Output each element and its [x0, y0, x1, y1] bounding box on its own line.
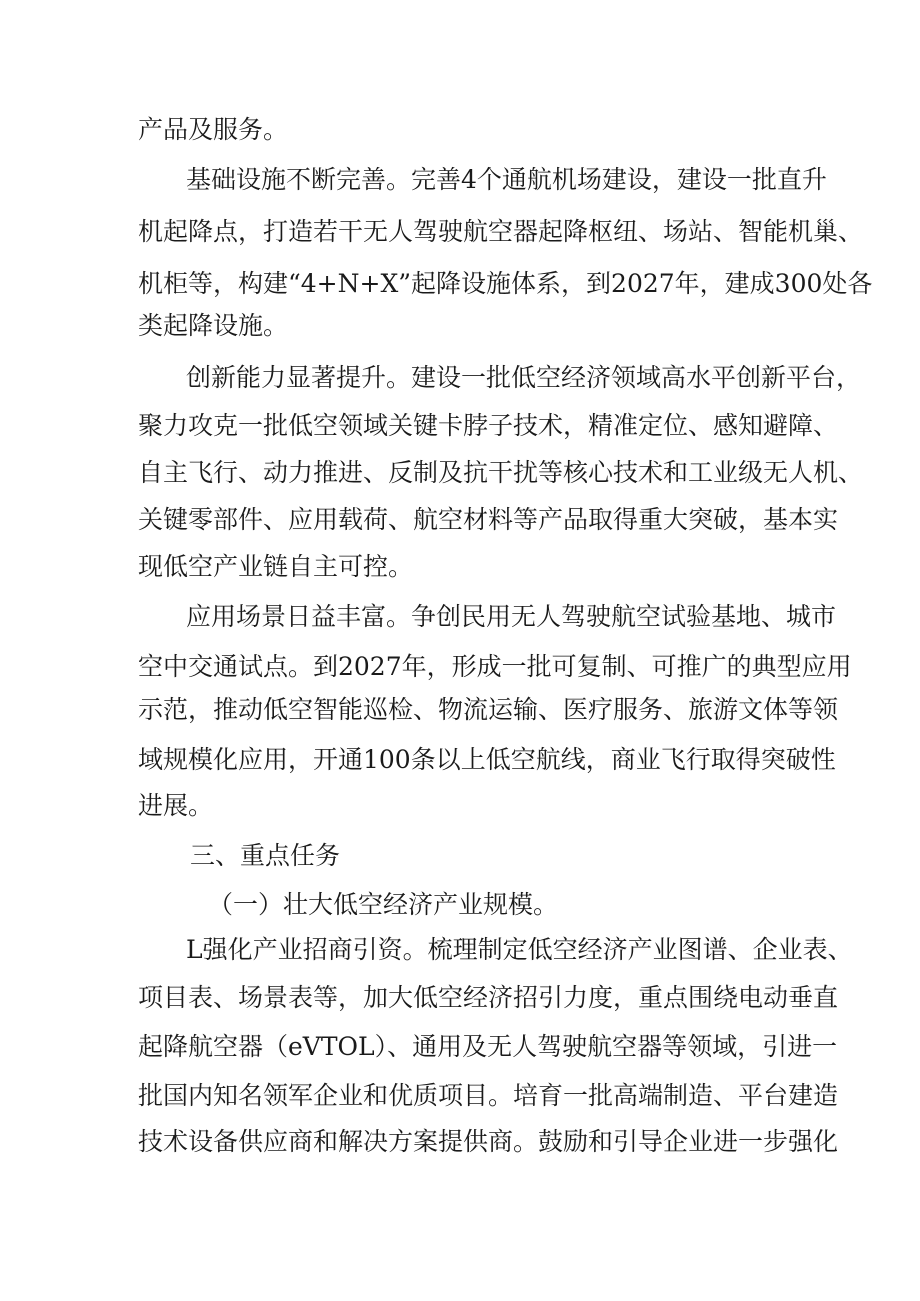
paragraph-line: 聚力攻克一批低空领域关键卡脖子技术，精准定位、感知避障、 — [138, 411, 839, 440]
paragraph-line: 示范，推动低空智能巡检、物流运输、医疗服务、旅游文体等领 — [138, 695, 839, 724]
paragraph-line: 批国内知名领军企业和优质项目。培育一批高端制造、平台建造 — [138, 1081, 839, 1110]
paragraph-line: 空中交通试点。到2027年，形成一批可复制、可推广的典型应用 — [138, 652, 852, 681]
section-heading: 三、重点任务 — [190, 841, 341, 870]
paragraph-line: 产品及服务。 — [138, 115, 289, 144]
paragraph-line: 进展。 — [138, 791, 214, 820]
paragraph-line: 类起降设施。 — [138, 311, 289, 340]
paragraph-line: 创新能力显著提升。建设一批低空经济领域高水平创新平台， — [186, 363, 862, 392]
paragraph-line: 技术设备供应商和解决方案提供商。鼓励和引导企业进一步强化 — [138, 1127, 839, 1156]
paragraph-line: 应用场景日益丰富。争创民用无人驾驶航空试验基地、城市 — [186, 602, 837, 631]
paragraph-line: 起降航空器（eVTOL）、通用及无人驾驶航空器等领域，引进一 — [138, 1032, 838, 1061]
paragraph-line: 机柜等，构建“4+N+X”起降设施体系，到2027年，建成300处各 — [138, 269, 873, 298]
paragraph-line: 关键零部件、应用载荷、航空材料等产品取得重大突破，基本实 — [138, 505, 839, 534]
paragraph-line: L强化产业招商引资。梳理制定低空经济产业图谱、企业表、 — [186, 935, 853, 964]
paragraph-line: 域规模化应用，开通100条以上低空航线，商业飞行取得突破性 — [138, 745, 836, 774]
subsection-heading: （一）壮大低空经济产业规模。 — [208, 890, 559, 919]
paragraph-line: 现低空产业链自主可控。 — [138, 552, 414, 581]
paragraph-line: 机起降点，打造若干无人驾驶航空器起降枢纽、场站、智能机巢、 — [138, 217, 864, 246]
paragraph-line: 自主飞行、动力推进、反制及抗干扰等核心技术和工业级无人机、 — [138, 458, 864, 487]
paragraph-line: 基础设施不断完善。完善4个通航机场建设，建设一批直升 — [186, 165, 827, 194]
paragraph-line: 项目表、场景表等，加大低空经济招引力度，重点围绕电动垂直 — [138, 983, 839, 1012]
